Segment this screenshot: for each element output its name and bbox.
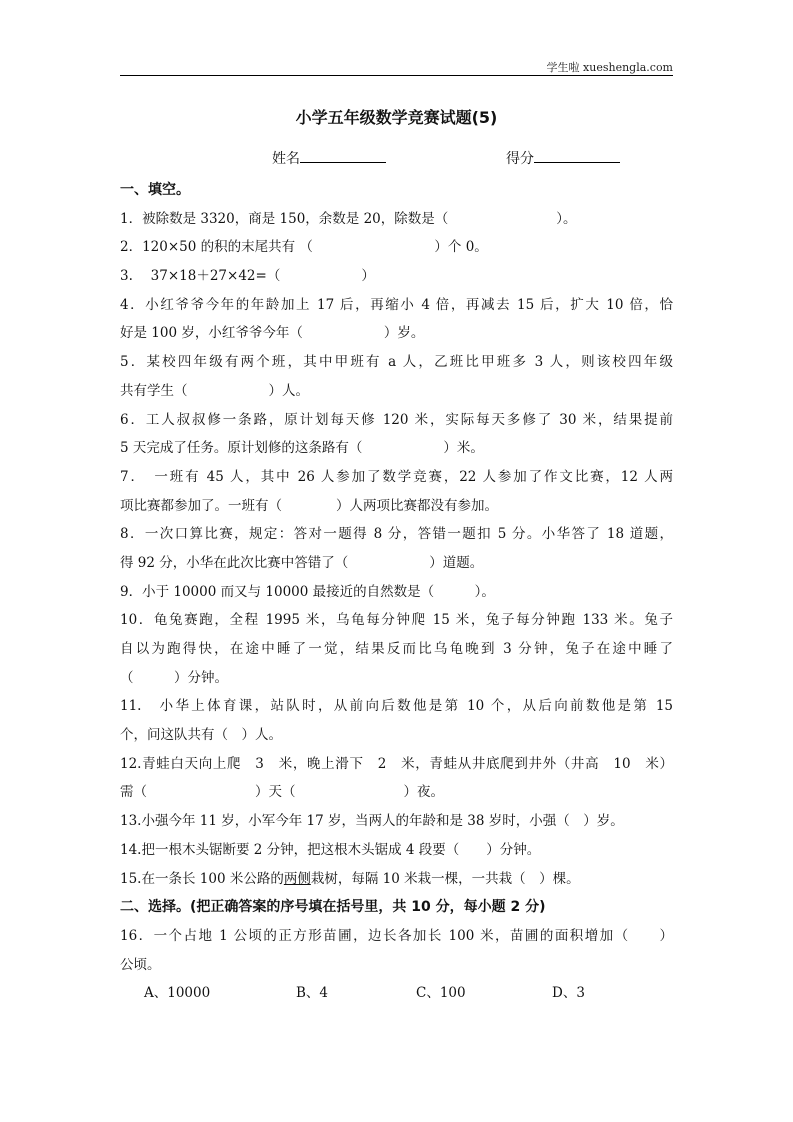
question-6-line-2: 5 天完成了任务。原计划修的这条路有（ ）米。 xyxy=(120,440,484,457)
question-15 xyxy=(120,865,673,894)
question-7-line-1: 7． 一班有 45 人，其中 26 人参加了数学竞赛，22 人参加了作文比赛，12 人两 xyxy=(120,468,673,485)
name-field xyxy=(272,148,386,168)
question-16-line-1: 16．一个占地 1 公顷的正方形苗圃，边长各加长 100 米，苗圃的面积增加（ ） xyxy=(120,927,673,944)
question-8-line-1: 8．一次口算比赛，规定：答对一题得 8 分，答错一题扣 5 分。小华答了 18 道题， xyxy=(120,526,673,543)
question-16-line-2: 公顷。 xyxy=(120,956,161,973)
question-15-underlined: 两侧 xyxy=(283,870,311,887)
question-15-suffix: 栽树，每隔 10 米栽一棵，一共栽（ ）棵。 xyxy=(310,870,580,887)
question-9: 9．小于 10000 而又与 10000 最接近的自然数是（ ）。 xyxy=(120,583,495,600)
question-8-line-2: 得 92 分，小华在此次比赛中答错了（ ）道题。 xyxy=(120,554,484,571)
section-fill-heading: 一、填空。 xyxy=(120,182,190,198)
header-rule xyxy=(120,75,673,76)
question-4-line-2: 好是 100 岁，小红爷爷今年（ ）岁。 xyxy=(120,325,425,342)
question-5-line-2: 共有学生（ ）人。 xyxy=(120,382,309,399)
name-blank[interactable] xyxy=(300,149,386,163)
question-14: 14.把一根木头锯断要 2 分钟，把这根木头锯成 4 段要（ ）分钟。 xyxy=(120,841,541,858)
option-c[interactable]: C、100 xyxy=(416,985,466,1002)
score-field xyxy=(506,148,620,168)
question-11-line-1: 11. 小华上体育课，站队时，从前向后数他是第 10 个，从后向前数他是第 15 xyxy=(120,698,673,715)
question-1: 1．被除数是 3320，商是 150，余数是 20，除数是（ ）。 xyxy=(120,210,577,227)
question-13: 13.小强今年 11 岁，小军今年 17 岁，当两人的年龄和是 38 岁时，小强（ ）岁。 xyxy=(120,813,624,830)
question-6-line-1: 6．工人叔叔修一条路，原计划每天修 120 米，实际每天多修了 30 米，结果提前 xyxy=(120,411,673,428)
exam-body xyxy=(120,176,673,1008)
option-d[interactable]: D、3 xyxy=(552,985,585,1002)
question-3: 3. 37×18＋27×42=（ ） xyxy=(120,268,375,285)
question-2: 2．120×50 的积的末尾共有 （ ）个 0。 xyxy=(120,239,488,256)
question-7-line-2: 项比赛都参加了。一班有（ ）人两项比赛都没有参加。 xyxy=(120,497,498,514)
site-watermark: 学生啦 xueshengla.com xyxy=(546,61,673,74)
question-10-line-3: （ ）分钟。 xyxy=(120,669,228,686)
question-15-prefix: 15.在一条长 100 米公路的 xyxy=(120,870,284,887)
section-choice-heading: 二、选择。(把正确答案的序号填在括号里，共 10 分，每小题 2 分) xyxy=(120,899,546,916)
question-11-line-2: 个，问这队共有（ ）人。 xyxy=(120,727,282,744)
question-12-line-2: 需（ ）天（ ）夜。 xyxy=(120,784,444,801)
score-label: 得分 xyxy=(506,151,534,167)
question-10-line-2: 自以为跑得快，在途中睡了一觉，结果反而比乌龟晚到 3 分钟，兔子在途中睡了 xyxy=(120,641,673,657)
page-title: 小学五年级数学竞赛试题(5) xyxy=(295,108,498,127)
question-4-line-1: 4．小红爷爷今年的年龄加上 17 后，再缩小 4 倍，再减去 15 后，扩大 10 倍，恰 xyxy=(120,296,673,313)
score-blank[interactable] xyxy=(534,149,620,163)
option-a[interactable]: A、10000 xyxy=(144,985,211,1002)
option-b[interactable]: B、4 xyxy=(296,985,329,1002)
question-10-line-1: 10．龟兔赛跑，全程 1995 米，乌龟每分钟爬 15 米，兔子每分钟跑 133 米。兔子 xyxy=(120,612,673,629)
name-label: 姓名 xyxy=(272,151,300,167)
question-5-line-1: 5．某校四年级有两个班，其中甲班有 a 人，乙班比甲班多 3 人，则该校四年级 xyxy=(120,354,673,371)
question-16-options xyxy=(120,979,673,1008)
question-12-line-1: 12.青蛙白天向上爬 3 米，晚上滑下 2 米，青蛙从井底爬到井外（井高 10 米） xyxy=(120,755,673,772)
